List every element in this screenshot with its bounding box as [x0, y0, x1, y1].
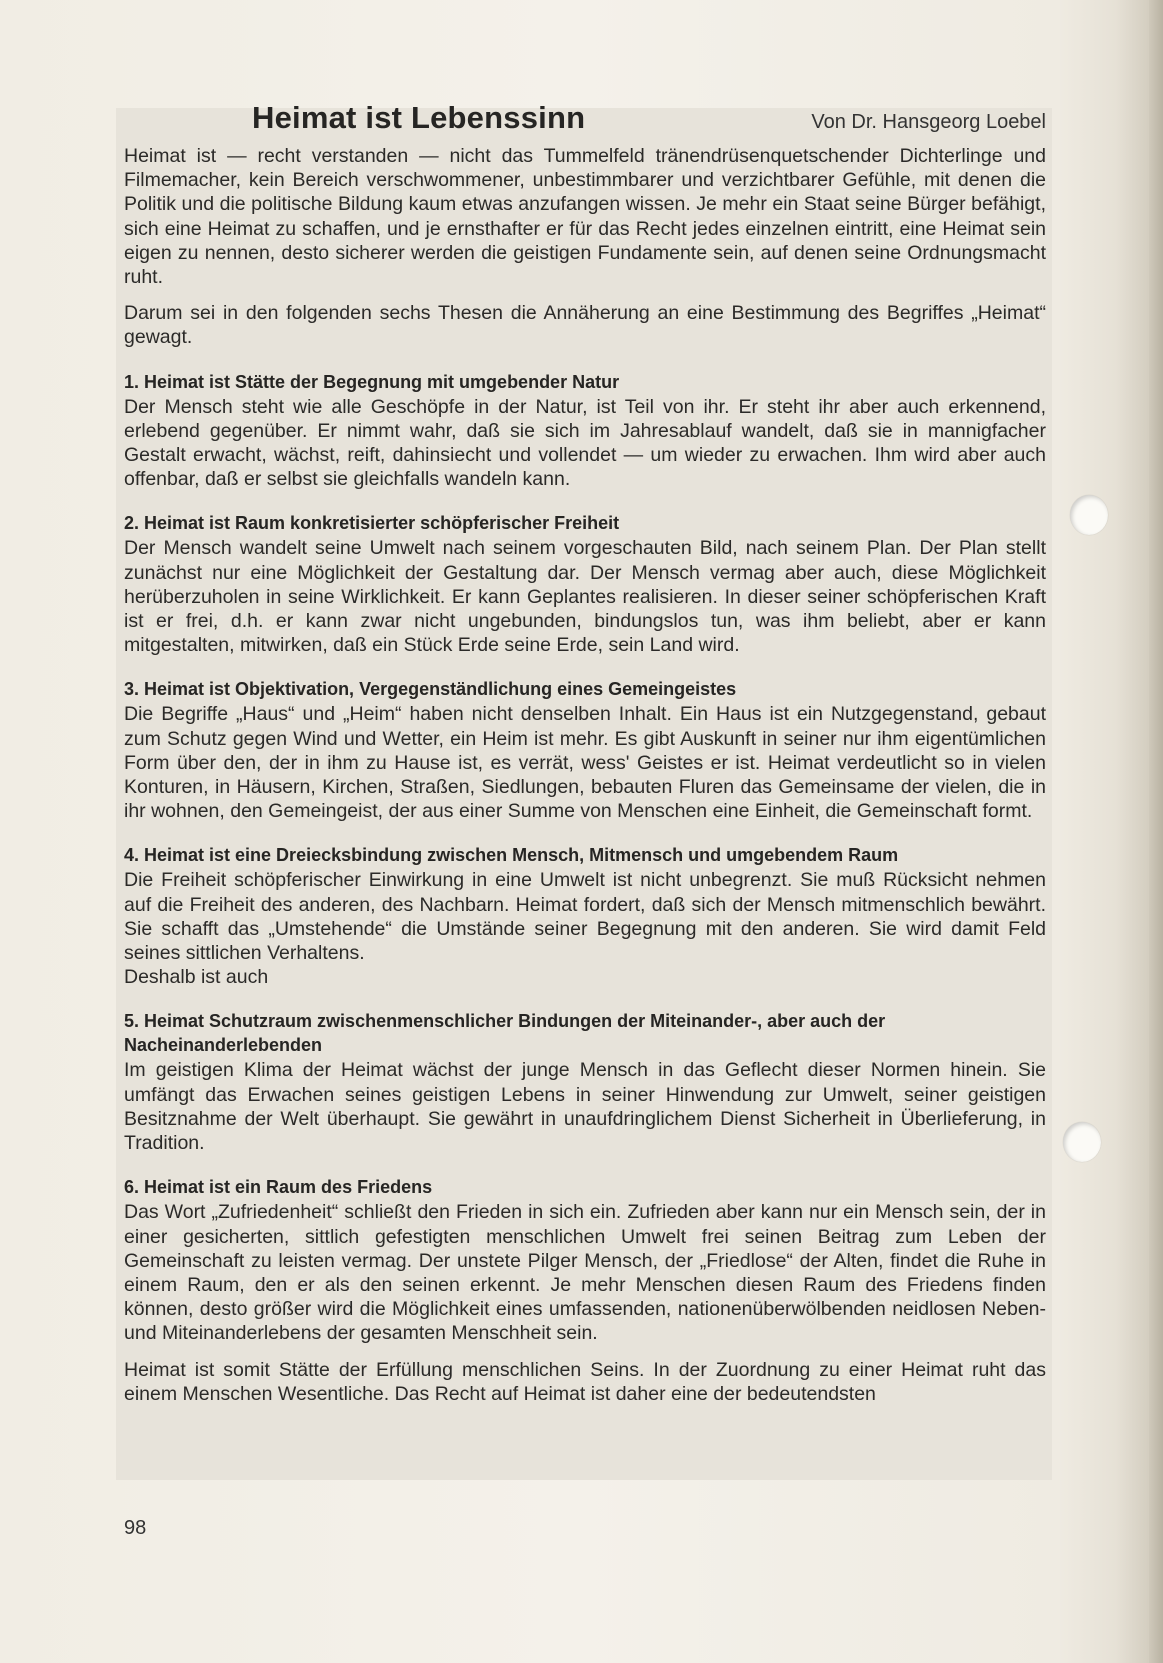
article-author: Von Dr. Hansgeorg Loebel [811, 111, 1046, 133]
punch-hole-upper [1070, 495, 1108, 535]
thesis-section-3 [124, 677, 1046, 823]
thesis-section-5 [124, 1009, 1046, 1155]
intro-paragraph: Darum sei in den folgenden sechs Thesen die Annäherung an eine Bestimmung des Begriffes „Heimat“ gewagt. [124, 302, 1046, 349]
thesis-paragraph: Der Mensch wandelt seine Umwelt nach seinem vorgeschauten Bild, nach seinem Plan. Der Plan stellt zunächst nur eine Möglichkeit der Gestaltung dar. Der Mensch vermag aber auch, diese Möglichkeit herüberzuholen in seine Wirklichkeit. Er kann Geplantes realisieren. In dieser seiner schöpferischen Kraft ist er frei, d.h. er kann zwar nicht ungebunden, bindungslos tun, was ihm beliebt, aber er kann mitgestalten, mitwirken, daß ein Stück Erde seine Erde, sein Land wird. [124, 537, 1046, 657]
thesis-heading: 3. Heimat ist Objektivation, Vergegenständlichung eines Gemeingeistes [124, 679, 737, 700]
page-number: 98 [124, 1517, 147, 1539]
article-header [124, 100, 1046, 136]
thesis-section-1 [124, 370, 1046, 492]
thesis-section-4 [124, 843, 1046, 989]
page-edge [1149, 0, 1163, 1663]
thesis-heading: 1. Heimat ist Stätte der Begegnung mit umgebender Natur [124, 371, 620, 392]
article [124, 100, 1046, 1418]
punch-hole-lower [1063, 1122, 1101, 1162]
thesis-heading: 4. Heimat ist eine Dreiecksbindung zwischen Mensch, Mitmensch und umgebendem Raum [124, 845, 899, 866]
intro-paragraph: Heimat ist — recht verstanden — nicht das Tummelfeld tränendrüsenquetschender Dichterlinge und Filmemacher, kein Bereich verschwommener, unbestimmbarer und verzichtbarer Gefühle, mit denen die Politik und die politische Bildung kaum etwas anzufangen wissen. Je mehr ein Staat seine Bürger befähigt, sich eine Heimat zu schaffen, und je ernsthafter er für das Recht jedes einzelnen eintritt, eine Heimat sein eigen zu nennen, desto sicherer werden die geistigen Fundamente sein, auf denen seine Ordnungsmacht ruht. [124, 145, 1046, 289]
thesis-heading: 6. Heimat ist ein Raum des Friedens [124, 1177, 433, 1198]
closing-paragraph: Heimat ist somit Stätte der Erfüllung menschlichen Seins. In der Zuordnung zu einer Heimat ruht das einem Menschen Wesentliche. Das Recht auf Heimat ist daher eine der bedeutendsten [124, 1358, 1046, 1405]
thesis-paragraph: Der Mensch steht wie alle Geschöpfe in der Natur, ist Teil von ihr. Er steht ihr aber auch erkennend, erlebend gegenüber. Er nimmt wahr, daß sie sich im Jahresablauf wandelt, daß sie in mannigfacher Gestalt erwacht, wächst, reift, dahinsiecht und vollendet — um wieder zu erwachen. Ihm wird aber auch offenbar, daß er selbst sie gleichfalls wandeln kann. [124, 395, 1046, 491]
thesis-paragraph: Im geistigen Klima der Heimat wächst der junge Mensch in das Geflecht dieser Normen hinein. Sie umfängt das Erwachen seines geistigen Lebens in seiner Hinwendung zur Umwelt, seiner geistigen Besitznahme der Welt überhaupt. Sie gewährt in unaufdringlichem Dienst Sicherheit in Überlieferung, in Tradition. [124, 1059, 1046, 1155]
thesis-paragraph: Das Wort „Zufriedenheit“ schließt den Frieden in sich ein. Zufrieden aber kann nur ein Mensch sein, der in einer gesicherten, sittlich gefestigten menschlichen Umwelt frei seinen Beitrag zum Leben der Gemeinschaft zu leisten vermag. Der unstete Pilger Mensch, der „Friedlose“ der Alten, findet die Ruhe in einem Raum, den er als den seinen erkennt. Je mehr Menschen diesen Raum des Friedens finden können, desto größer wird die Möglichkeit eines umfassenden, nationenüberwölbenden neidlosen Neben- und Miteinanderlebens der gesamten Menschheit sein. [124, 1201, 1046, 1345]
thesis-section-2 [124, 511, 1046, 657]
thesis-heading: 2. Heimat ist Raum konkretisierter schöpferischer Freiheit [124, 513, 620, 534]
thesis-paragraph: Die Begriffe „Haus“ und „Heim“ haben nicht denselben Inhalt. Ein Haus ist ein Nutzgegenstand, gebaut zum Schutz gegen Wind und Wetter, ein Heim ist mehr. Es gibt Auskunft in seiner nur ihm eigentümlichen Form über den, der in ihm zu Hause ist, es verrät, wess' Geistes er ist. Heimat verdeutlicht so in vielen Konturen, in Häusern, Kirchen, Straßen, Siedlungen, bebauten Fluren das Gemeinsame der vielen, die in ihr wohnen, den Gemeingeist, der aus einer Summe von Menschen eine Einheit, die Gemeinschaft formt. [124, 703, 1046, 823]
article-title: Heimat ist Lebenssinn [252, 100, 586, 135]
thesis-paragraph: Die Freiheit schöpferischer Einwirkung in eine Umwelt ist nicht unbegrenzt. Sie muß Rücksicht nehmen auf die Freiheit des anderen, des Nachbarn. Heimat fordert, daß sich der Mensch mitmenschlich bewährt. Sie schafft das „Umstehende“ die Umstände seiner Begegnung mit den anderen. Sie wird damit Feld seines sittlichen Verhaltens. Deshalb ist auch [124, 869, 1046, 989]
thesis-heading: 5. Heimat Schutzraum zwischenmenschlicher Bindungen der Miteinander-, aber auch der Nacheinanderlebenden [124, 1011, 886, 1056]
thesis-section-6 [124, 1175, 1046, 1406]
